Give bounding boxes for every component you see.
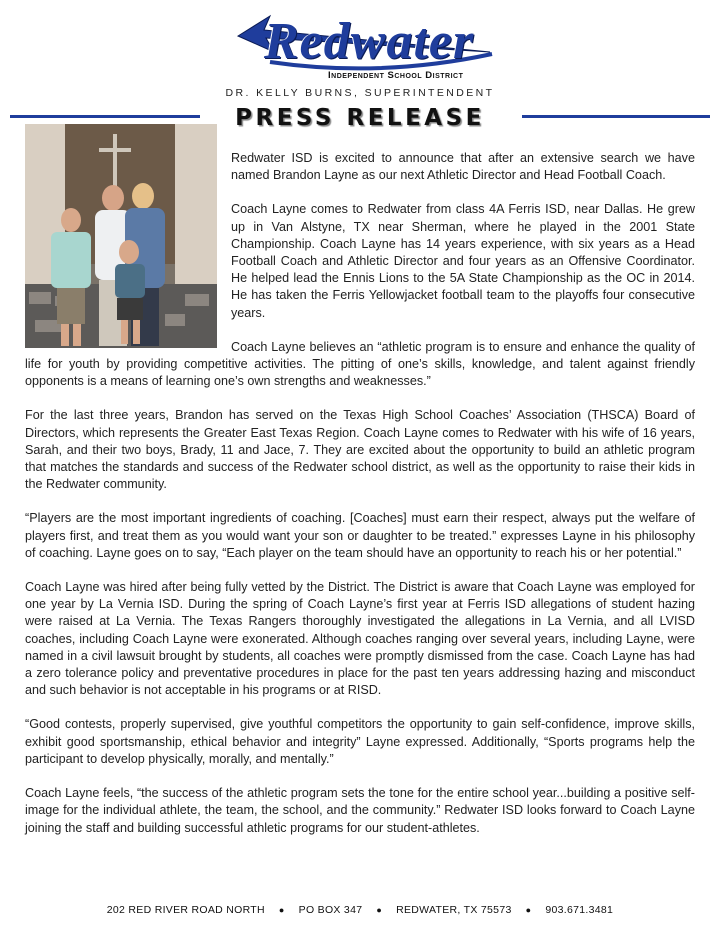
logo-wordmark: Redwater (264, 13, 475, 70)
superintendent-line: DR. KELLY BURNS, SUPERINTENDENT (225, 87, 495, 99)
bullet-icon: ● (376, 905, 383, 915)
district-name: Independent School District (328, 70, 464, 81)
footer-contact (0, 904, 720, 916)
paragraph-2: Coach Layne comes to Redwater from class 4A Ferris ISD, near Dallas. He grew up in Van Alstyne, TX near Sherman, where he played in the 2001 State Championship. Coach Layne has 14 years experience, with six years as a Head Football Coach and Athletic Director and four years as an Offensive Coordinator. He helped lead the Ennis Lions to the 5A State Championship as the OC in 2014. He has taken the Ferris Yellowjacket football team to the playoffs four consecutive years. (231, 202, 695, 320)
paragraph-7: “Good contests, properly supervised, give youthful competitors the opportunity to gain self-confidence, improve skills, exhibit good sportsmanship, ethical behavior and integrity” Layne expressed. Additionally, “Sports programs help the participant to develop physically, morally, and mentally.” (25, 717, 695, 766)
press-release-body (25, 150, 695, 854)
paragraph-6: Coach Layne was hired after being fully vetted by the District. The District is aware that Coach Layne was employed for one year by La Vernia ISD. During the spring of Coach Layne’s first year at Ferris ISD allegations of student hazing were raised at La Vernia. The Texas Rangers thoroughly investigated the allegations in La Vernia, and all LVISD coaches, including Coach Layne were exonerated. Although coaches ranging over several years, including Layne, were named in a civil lawsuit brought by students, all coaches were promptly dismissed from the case. Coach Layne has had a zero tolerance policy and preventative procedures in place for the past ten years addressing hazing and misconduct and such behavior is not acceptable in his programs or at RISD. (25, 580, 695, 698)
paragraph-5: “Players are the most important ingredients of coaching. [Coaches] must earn their respect, always put the welfare of players first, and treat them as you would want your son or daughter to be treated.” expresses Layne in his philosophy of coaching. Layne goes on to say, “Each player on the team should have an opportunity to reach his or her potential.” (25, 511, 695, 560)
paragraph-8: Coach Layne feels, “the success of the athletic program sets the tone for the entire school year...building a positive self-image for the individual athlete, the team, the school, and the community.” Redwater ISD looks forward to Coach Layne joining the staff and building successful athletic programs for our student-athletes. (25, 786, 695, 835)
page-title: PRESS RELEASE (235, 105, 485, 131)
footer-po-box: PO BOX 347 (298, 904, 363, 916)
paragraph-1: Redwater ISD is excited to announce that after an extensive search we have named Brandon Layne as our next Athletic Director and Head Football Coach. (231, 151, 695, 183)
footer-phone: 903.671.3481 (545, 904, 614, 916)
footer-city: REDWATER, TX 75573 (396, 904, 512, 916)
paragraph-3: Coach Layne believes an “athletic program is to ensure and enhance the quality of life for youth by providing competitive activities. The pitting of one’s skills, knowledge, and talent against friendly opponents is a means of learning one’s own strengths and weaknesses.” (25, 339, 695, 389)
district-logo (230, 8, 500, 88)
footer-address: 202 RED RIVER ROAD NORTH (106, 904, 265, 916)
bullet-icon: ● (278, 905, 285, 915)
photo-spacer (25, 150, 231, 346)
paragraph-4: For the last three years, Brandon has served on the Texas High School Coaches’ Association (THSCA) Board of Directors, which represents the Greater East Texas Region. Coach Layne comes to Redwater with his wife of 16 years, Sarah, and their two boys, Brady, 11 and Jace, 7. They are excited about the opportunity to build an athletic program that matches the standards and success of the Redwater school district, as well as the opportunity to raise their kids in the Redwater community. (25, 408, 695, 492)
bullet-icon: ● (525, 905, 532, 915)
